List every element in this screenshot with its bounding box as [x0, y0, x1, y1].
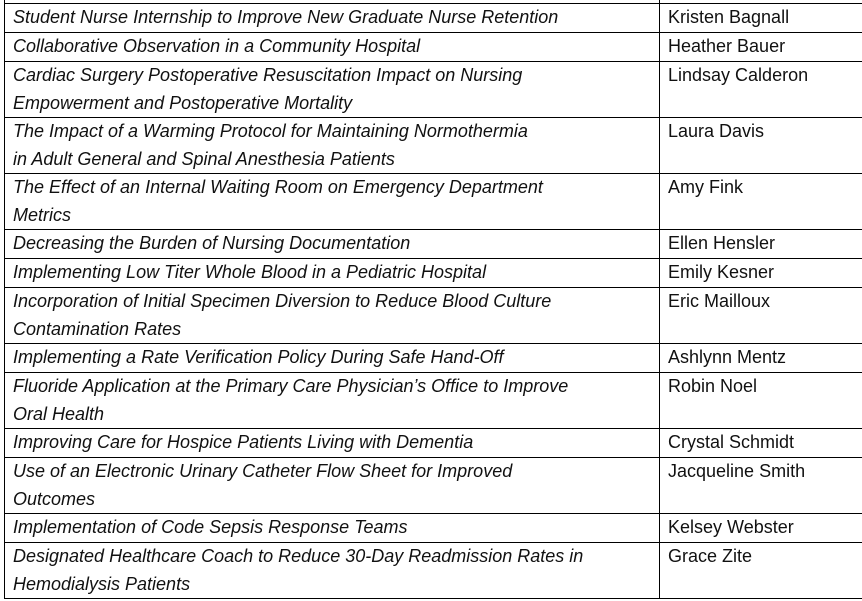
table-row — [5, 288, 862, 344]
project-title-line: The Effect of an Internal Waiting Room on Emergency Department — [13, 177, 543, 197]
project-table — [4, 0, 862, 599]
table-row — [5, 259, 862, 288]
project-title-line: Decreasing the Burden of Nursing Documentation — [13, 233, 411, 253]
author-name-cell: Emily Kesner — [660, 259, 862, 288]
project-title-cell — [5, 288, 660, 344]
project-title-line: Outcomes — [13, 488, 96, 509]
author-name-cell: Jacqueline Smith — [660, 458, 862, 514]
author-name-cell: Amy Fink — [660, 174, 862, 230]
author-name-cell: Laura Davis — [660, 118, 862, 174]
author-name-cell: Eric Mailloux — [660, 288, 862, 344]
project-title-line: Collaborative Observation in a Community Hospital — [13, 36, 421, 56]
project-title-line: Hemodialysis Patients — [13, 573, 191, 594]
table-row — [5, 429, 862, 458]
author-name-cell: Ellen Hensler — [660, 230, 862, 259]
project-title-line: Implementation of Code Sepsis Response Teams — [13, 517, 408, 537]
project-table-body — [5, 0, 862, 599]
author-name-cell: Crystal Schmidt — [660, 429, 862, 458]
table-row — [5, 230, 862, 259]
project-title-line: Empowerment and Postoperative Mortality — [13, 92, 353, 113]
project-title-cell — [5, 373, 660, 429]
table-row — [5, 4, 862, 33]
project-title-cell — [5, 514, 660, 543]
project-title-line: Oral Health — [13, 403, 105, 424]
project-title-cell — [5, 174, 660, 230]
project-title-line: Designated Healthcare Coach to Reduce 30-Day Readmission Rates in — [13, 546, 584, 566]
author-name-cell: Heather Bauer — [660, 33, 862, 62]
table-row — [5, 543, 862, 599]
project-title-line: Metrics — [13, 204, 71, 225]
project-title-line: Contamination Rates — [13, 318, 182, 339]
project-title-cell — [5, 4, 660, 33]
project-title-cell — [5, 230, 660, 259]
project-title-cell — [5, 429, 660, 458]
table-row — [5, 174, 862, 230]
project-title-cell — [5, 118, 660, 174]
project-title-line: Student Nurse Internship to Improve New Graduate Nurse Retention — [13, 7, 559, 27]
project-title-line: Cardiac Surgery Postoperative Resuscitation Impact on Nursing — [13, 65, 523, 85]
project-title-line: Improving Care for Hospice Patients Living with Dementia — [13, 432, 474, 452]
table-row — [5, 514, 862, 543]
author-name-cell: Lindsay Calderon — [660, 62, 862, 118]
project-title-line: in Adult General and Spinal Anesthesia Patients — [13, 148, 395, 169]
table-row — [5, 344, 862, 373]
table-row — [5, 118, 862, 174]
project-title-cell — [5, 62, 660, 118]
table-row — [5, 33, 862, 62]
project-title-line: The Impact of a Warming Protocol for Maintaining Normothermia — [13, 121, 528, 141]
author-name-cell: Ashlynn Mentz — [660, 344, 862, 373]
project-title-cell — [5, 33, 660, 62]
project-title-line: Fluoride Application at the Primary Care Physician’s Office to Improve — [13, 376, 569, 396]
project-title-line: Use of an Electronic Urinary Catheter Flow Sheet for Improved — [13, 461, 513, 481]
project-title-line: Incorporation of Initial Specimen Diversion to Reduce Blood Culture — [13, 291, 552, 311]
table-row — [5, 62, 862, 118]
project-title-cell — [5, 458, 660, 514]
project-title-cell — [5, 259, 660, 288]
project-title-line: Implementing a Rate Verification Policy During Safe Hand-Off — [13, 347, 504, 367]
project-title-cell — [5, 543, 660, 599]
author-name-cell: Robin Noel — [660, 373, 862, 429]
author-name-cell: Kelsey Webster — [660, 514, 862, 543]
table-row — [5, 373, 862, 429]
project-title-line: Implementing Low Titer Whole Blood in a Pediatric Hospital — [13, 262, 487, 282]
author-name-cell: Kristen Bagnall — [660, 4, 862, 33]
table-row — [5, 458, 862, 514]
project-title-cell — [5, 344, 660, 373]
author-name-cell: Grace Zite — [660, 543, 862, 599]
